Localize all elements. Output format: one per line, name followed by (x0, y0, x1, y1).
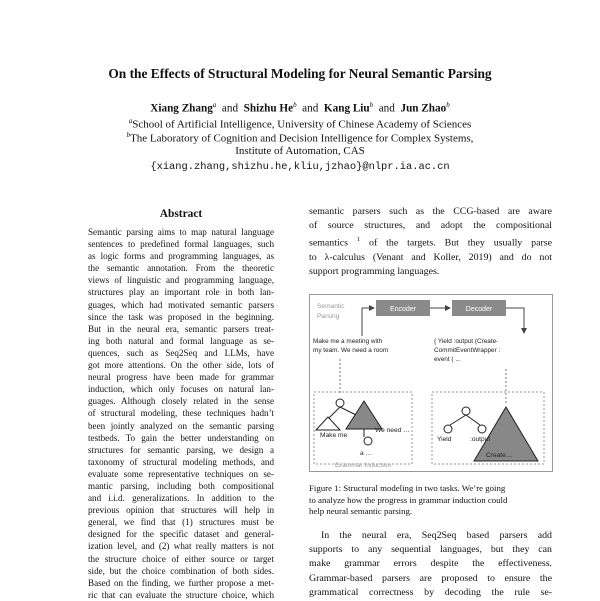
grammar-induction-label: Grammar Induction (334, 462, 392, 469)
abstract-line: got more attentions. On the other side, lots of (88, 360, 274, 371)
subtree-triangle (346, 401, 382, 429)
tree-leaf-label: :output (470, 436, 491, 443)
body-line: semantic parsers such as the CCG-based are aware (309, 206, 552, 217)
output-program: { Yield :output (Create- (434, 338, 499, 345)
and-word: and (302, 102, 319, 115)
abstract-line: the structure choice of either source or target (88, 553, 274, 564)
tree-leaf-label: Create… (486, 452, 513, 459)
input-sentence: my team. We need a room (313, 347, 389, 354)
abstract-line: structures play an important role in both lan- (88, 287, 274, 298)
caption-line: Figure 1: Structural modeling in two tasks. We’re going (309, 483, 506, 493)
abstract-line: ization level, and (2) what really matters is not (88, 541, 274, 552)
tree-edge (466, 415, 480, 425)
output-arrow (506, 308, 524, 333)
affiliation-text: School of Artificial Intelligence, University of Chinese Academy of Sciences (132, 118, 472, 131)
body-line: supports to any sequential languages, but they can (309, 544, 552, 556)
figure-diagram (310, 295, 552, 471)
tree-leaf-label: We need … (375, 427, 410, 434)
abstract-line: guages, which had motivated semantic parsers (88, 299, 274, 310)
output-program: CommitEventWrapper : (434, 347, 501, 354)
body-line: to λ-calculus (Venant and Koller, 2019) and do not (309, 251, 552, 263)
semantic-parsing-label: Parsing (317, 313, 340, 320)
author-name: Xiang Zhang (150, 102, 213, 115)
tree-node (478, 425, 486, 433)
affiliation-a (0, 117, 600, 131)
abstract-line: mantic parsing, including both compositional (88, 480, 274, 491)
abstract-line: induction, which only focuses on natural lan- (88, 384, 274, 395)
abstract-line: the semantic annotation. From the theoretic (88, 263, 274, 274)
body-line: In the neural era, Seq2Seq based parsers add (321, 530, 552, 541)
tree-node (364, 437, 372, 445)
author-email: {xiang.zhang,shizhu.he,kliu,jzhao}@nlpr.ia.ac.cn (150, 161, 450, 173)
semantic-parsing-label: Semantic (317, 303, 345, 310)
body-line: Grammar-based parsers are proposed to ensure the (309, 572, 552, 584)
body-line: of source structures, and adopt the compositional (309, 220, 552, 232)
body-line (309, 233, 552, 251)
abstract-line: Based on the finding, we further propose a met- (88, 577, 274, 588)
abstract-line: views of linguistic and programming language, (88, 275, 274, 286)
figure-1 (309, 294, 553, 472)
abstract-line: ing both natural and formal language as se- (88, 335, 274, 346)
author-name: Jun Zhao (400, 102, 447, 115)
abstract-line: testbeds. To gain the better understanding on (88, 432, 274, 443)
abstract-line: side, but the choice combination of both sides. (88, 565, 274, 576)
affiliation-mark: b (126, 131, 131, 139)
tree-leaf-label: a … (360, 450, 373, 457)
tree-node (444, 425, 452, 433)
author-affiliation-mark: a (212, 101, 217, 109)
abstract-line: been jointly analyzed on the semantic parsing (88, 420, 274, 431)
body-line: grammatical correctness by decoding the rule se- (309, 586, 552, 598)
intro-paragraph-top (309, 205, 552, 279)
abstract-line: Semantic parsing aims to map natural language (88, 227, 274, 237)
tree-edge (450, 415, 466, 425)
affiliation-b (0, 131, 600, 145)
encoder-label: Encoder (389, 306, 417, 313)
tree-leaf-label: Make me (320, 432, 348, 439)
decoder-label: Decoder (465, 306, 493, 313)
paper-title: On the Effects of Structural Modeling for Neural Semantic Parsing (108, 66, 492, 81)
abstract-line: quences, such as Seq2Seq and LLMs, have (88, 347, 274, 358)
body-text: semantics (309, 237, 348, 249)
author-affiliation-mark: b (293, 101, 297, 109)
abstract-line: taxonomy of structural modeling methods, and (88, 456, 274, 467)
abstract-line: sentences to predefined formal languages, such (88, 239, 274, 250)
abstract-line: guages. Although closely related in the sense (88, 396, 274, 407)
affiliation-b-cont: Institute of Automation, CAS (235, 145, 365, 157)
intro-paragraph-bottom (309, 529, 552, 600)
tree-node (462, 407, 470, 415)
abstract-line: structures for semantic parsing, we design a (88, 444, 274, 455)
footnote-mark[interactable]: 1 (356, 236, 361, 244)
affiliation-text: The Laboratory of Cognition and Decision Intelligence for Complex Systems, (130, 132, 474, 145)
tree-edge (328, 407, 340, 419)
output-program: event ( ... (434, 356, 461, 363)
body-line: make grammar errors despite the effectiveness. (309, 558, 552, 570)
author-line (0, 101, 600, 115)
body-text: of the targets. But they usually parse (369, 237, 552, 249)
abstract-body (88, 226, 274, 601)
and-word: and (221, 102, 239, 115)
caption-line: to analyze how the progress in grammar induction could (309, 494, 508, 505)
abstract-line: neural progress have been made for grammar (88, 372, 274, 383)
body-line: support programming languages. (309, 266, 440, 278)
tree-leaf-label: Yield (437, 436, 452, 443)
abstract-line: ric that can evaluate the structure choice, which (88, 589, 274, 600)
abstract-line: evaluate some representative techniques on se- (88, 468, 274, 479)
author-affiliation-mark: b (369, 101, 374, 109)
author-affiliation-mark: b (446, 101, 450, 109)
author-name: Shizhu He (243, 102, 294, 115)
author-name: Kang Liu (323, 102, 370, 115)
tree-node (336, 399, 344, 407)
and-word: and (378, 102, 395, 115)
figure-caption (309, 483, 552, 518)
abstract-line: as logic forms and programming languages, as (88, 251, 274, 262)
abstract-line: of structural modeling, these techniques hadn’t (88, 408, 274, 419)
abstract-line: general, we find that (1) structures must be (88, 517, 274, 528)
abstract-line: But in the neural era, semantic parsers treat- (88, 323, 274, 334)
abstract-heading: Abstract (159, 208, 203, 220)
caption-line: help neural semantic parsing. (309, 506, 413, 517)
abstract-line: since the task was proposed in the beginning. (88, 311, 274, 322)
subtree-triangle (316, 417, 340, 430)
input-sentence: Make me a meeting with (313, 338, 383, 345)
abstract-line: designed for the specific dataset and general- (88, 529, 274, 540)
abstract-line: previous opinion that structures will help in (88, 505, 274, 516)
affiliation-mark: a (128, 117, 133, 125)
abstract-line: and i.i.d. generalizations. In addition to the (88, 493, 274, 504)
